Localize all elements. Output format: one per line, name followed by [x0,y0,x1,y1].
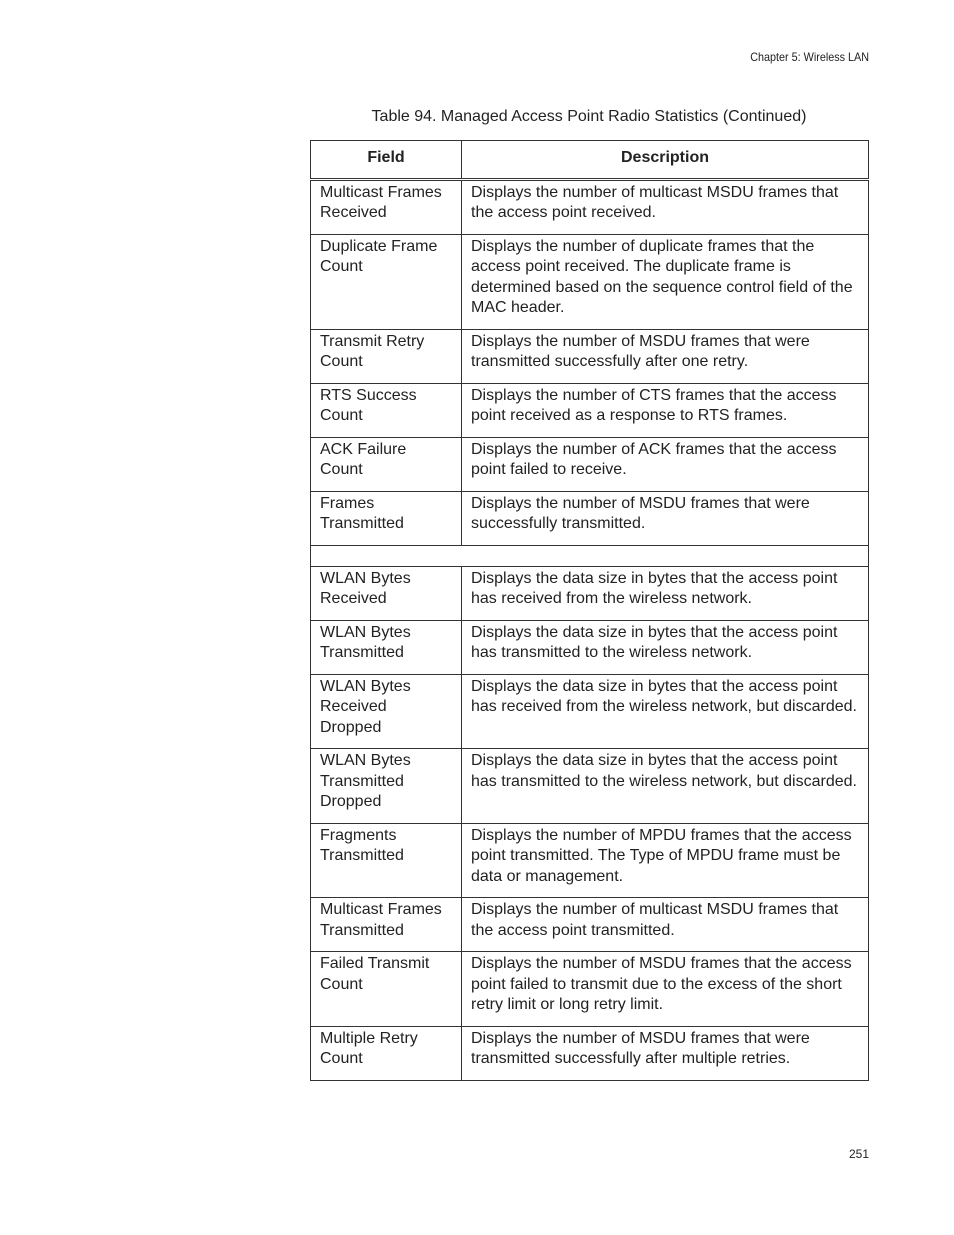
field-cell: Failed Transmit Count [311,952,462,1027]
field-cell: WLAN Bytes Transmitted Dropped [311,749,462,824]
field-cell: RTS Success Count [311,383,462,437]
table-row [311,952,869,1027]
description-cell: Displays the number of MSDU frames that were transmitted successfully after one retry. [462,329,869,383]
description-cell: Displays the number of MSDU frames that were successfully transmitted. [462,491,869,545]
chapter-header: Chapter 5: Wireless LAN [750,50,869,64]
field-cell: Transmit Retry Count [311,329,462,383]
table-header-row [311,141,869,180]
table-caption: Table 94. Managed Access Point Radio Statistics (Continued) [371,108,807,125]
column-header-description: Description [462,141,869,180]
table-row [311,749,869,824]
description-cell: Displays the number of CTS frames that the access point received as a response to RTS frames. [462,383,869,437]
table-row [311,437,869,491]
description-cell: Displays the number of duplicate frames that the access point received. The duplicate frame is determined based on the sequence control field of the MAC header. [462,234,869,329]
table-row [311,566,869,620]
field-cell: Duplicate Frame Count [311,234,462,329]
table-row [311,234,869,329]
table-row [311,329,869,383]
table-row [311,823,869,898]
description-cell: Displays the number of MPDU frames that the access point transmitted. The Type of MPDU frame must be data or management. [462,823,869,898]
table-row [311,491,869,545]
field-cell: WLAN Bytes Received [311,566,462,620]
description-cell: Displays the data size in bytes that the access point has transmitted to the wireless network. [462,620,869,674]
table-row [311,1026,869,1080]
field-cell: Multiple Retry Count [311,1026,462,1080]
page-number: 251 [848,1147,869,1161]
field-cell: WLAN Bytes Transmitted [311,620,462,674]
table-row [311,898,869,952]
description-cell: Displays the data size in bytes that the access point has received from the wireless network. [462,566,869,620]
description-cell: Displays the number of MSDU frames that were transmitted successfully after multiple retries. [462,1026,869,1080]
description-cell: Displays the data size in bytes that the access point has received from the wireless network, but discarded. [462,674,869,749]
radio-statistics-table [310,140,869,1081]
table-row [311,179,869,234]
field-cell: WLAN Bytes Received Dropped [311,674,462,749]
description-cell: Displays the number of multicast MSDU frames that the access point received. [462,179,869,234]
description-cell: Displays the data size in bytes that the access point has transmitted to the wireless network, but discarded. [462,749,869,824]
description-cell: Displays the number of multicast MSDU frames that the access point transmitted. [462,898,869,952]
column-header-field: Field [311,141,462,180]
field-cell: Frames Transmitted [311,491,462,545]
blank-separator-row [311,545,869,566]
table-row [311,383,869,437]
field-cell: Multicast Frames Transmitted [311,898,462,952]
description-cell: Displays the number of MSDU frames that the access point failed to transmit due to the excess of the short retry limit or long retry limit. [462,952,869,1027]
blank-cell [311,545,869,566]
description-cell: Displays the number of ACK frames that the access point failed to receive. [462,437,869,491]
field-cell: Fragments Transmitted [311,823,462,898]
field-cell: Multicast Frames Received [311,179,462,234]
table-row [311,674,869,749]
table-row [311,620,869,674]
field-cell: ACK Failure Count [311,437,462,491]
